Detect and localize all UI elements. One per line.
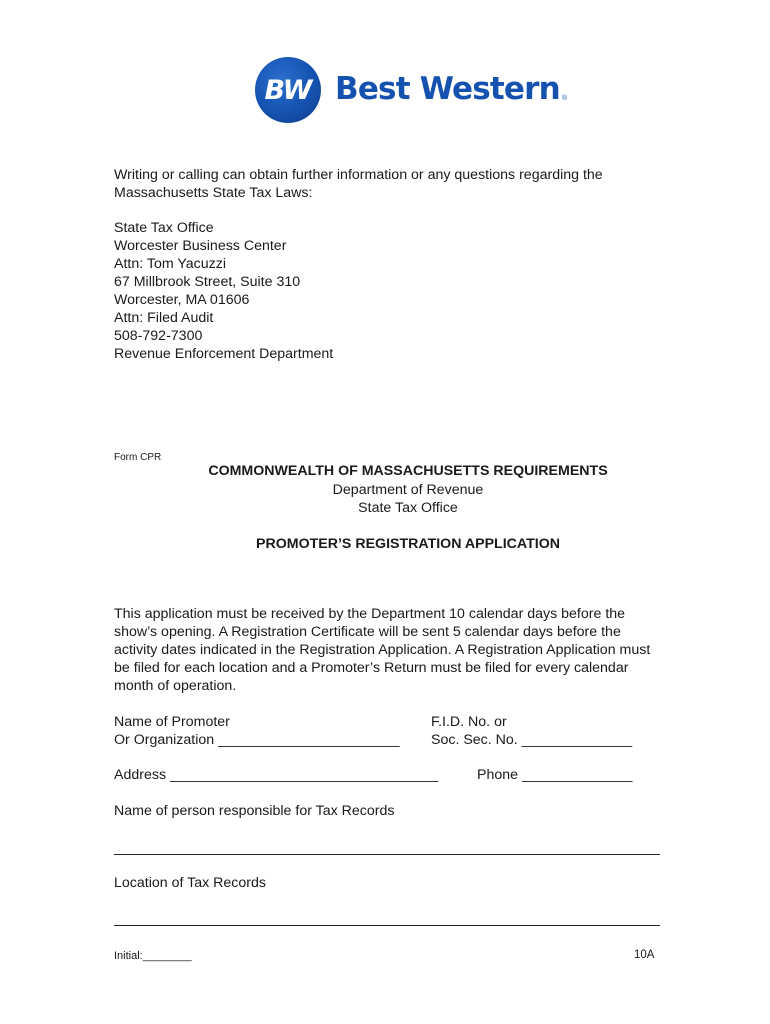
best-western-logo	[255, 57, 575, 125]
tax-records-location-label: Location of Tax Records	[114, 875, 266, 891]
address-line: Worcester Business Center	[114, 238, 287, 254]
form-code: Form CPR	[114, 452, 162, 463]
fid-label: F.I.D. No. or	[431, 714, 507, 730]
brand-name: Best Western	[335, 71, 560, 107]
intro-line-2: Massachusetts State Tax Laws:	[114, 185, 313, 201]
address-line: Worcester, MA 01606	[114, 292, 250, 308]
address-line: State Tax Office	[114, 220, 214, 236]
form-subheading-1: Department of Revenue	[332, 482, 484, 498]
form-title: PROMOTER’S REGISTRATION APPLICATION	[256, 536, 560, 552]
registered-mark: ®	[562, 95, 568, 102]
paragraph-line: month of operation.	[114, 678, 237, 694]
form-subheading-2: State Tax Office	[358, 500, 458, 516]
promoter-organization-field[interactable]: Or Organization _______________________	[114, 732, 400, 748]
page-number: 10A	[634, 949, 655, 961]
paragraph-line: This application must be received by the Department 10 calendar days before the	[114, 606, 626, 622]
initial-field[interactable]: Initial:________	[114, 950, 192, 962]
intro-line-1: Writing or calling can obtain further information or any questions regarding the	[114, 167, 603, 183]
paragraph-line: activity dates indicated in the Registration Application. A Registration Application must	[114, 642, 651, 658]
phone-field[interactable]: Phone ______________	[477, 767, 633, 783]
address-line: Attn: Tom Yacuzzi	[114, 256, 226, 272]
bw-logo-mark	[255, 57, 321, 123]
address-line: Revenue Enforcement Department	[114, 346, 334, 362]
logo-mark-text: BW	[264, 74, 312, 106]
promoter-name-label: Name of Promoter	[114, 714, 230, 730]
address-line: 508-792-7300	[114, 328, 203, 344]
paragraph-line: show’s opening. A Registration Certificate will be sent 5 calendar days before the	[114, 624, 621, 640]
paragraph-line: be filed for each location and a Promoter’s Return must be filed for every calendar	[114, 660, 629, 676]
address-field[interactable]: Address __________________________________	[114, 767, 439, 783]
soc-sec-field[interactable]: Soc. Sec. No. ______________	[431, 732, 633, 748]
tax-records-person-label: Name of person responsible for Tax Records	[114, 803, 395, 819]
address-line: Attn: Filed Audit	[114, 310, 214, 326]
tax-records-person-line[interactable]	[114, 854, 660, 855]
form-heading: COMMONWEALTH OF MASSACHUSETTS REQUIREMENTS	[208, 463, 608, 479]
address-line: 67 Millbrook Street, Suite 310	[114, 274, 301, 290]
tax-records-location-line[interactable]	[114, 925, 660, 926]
